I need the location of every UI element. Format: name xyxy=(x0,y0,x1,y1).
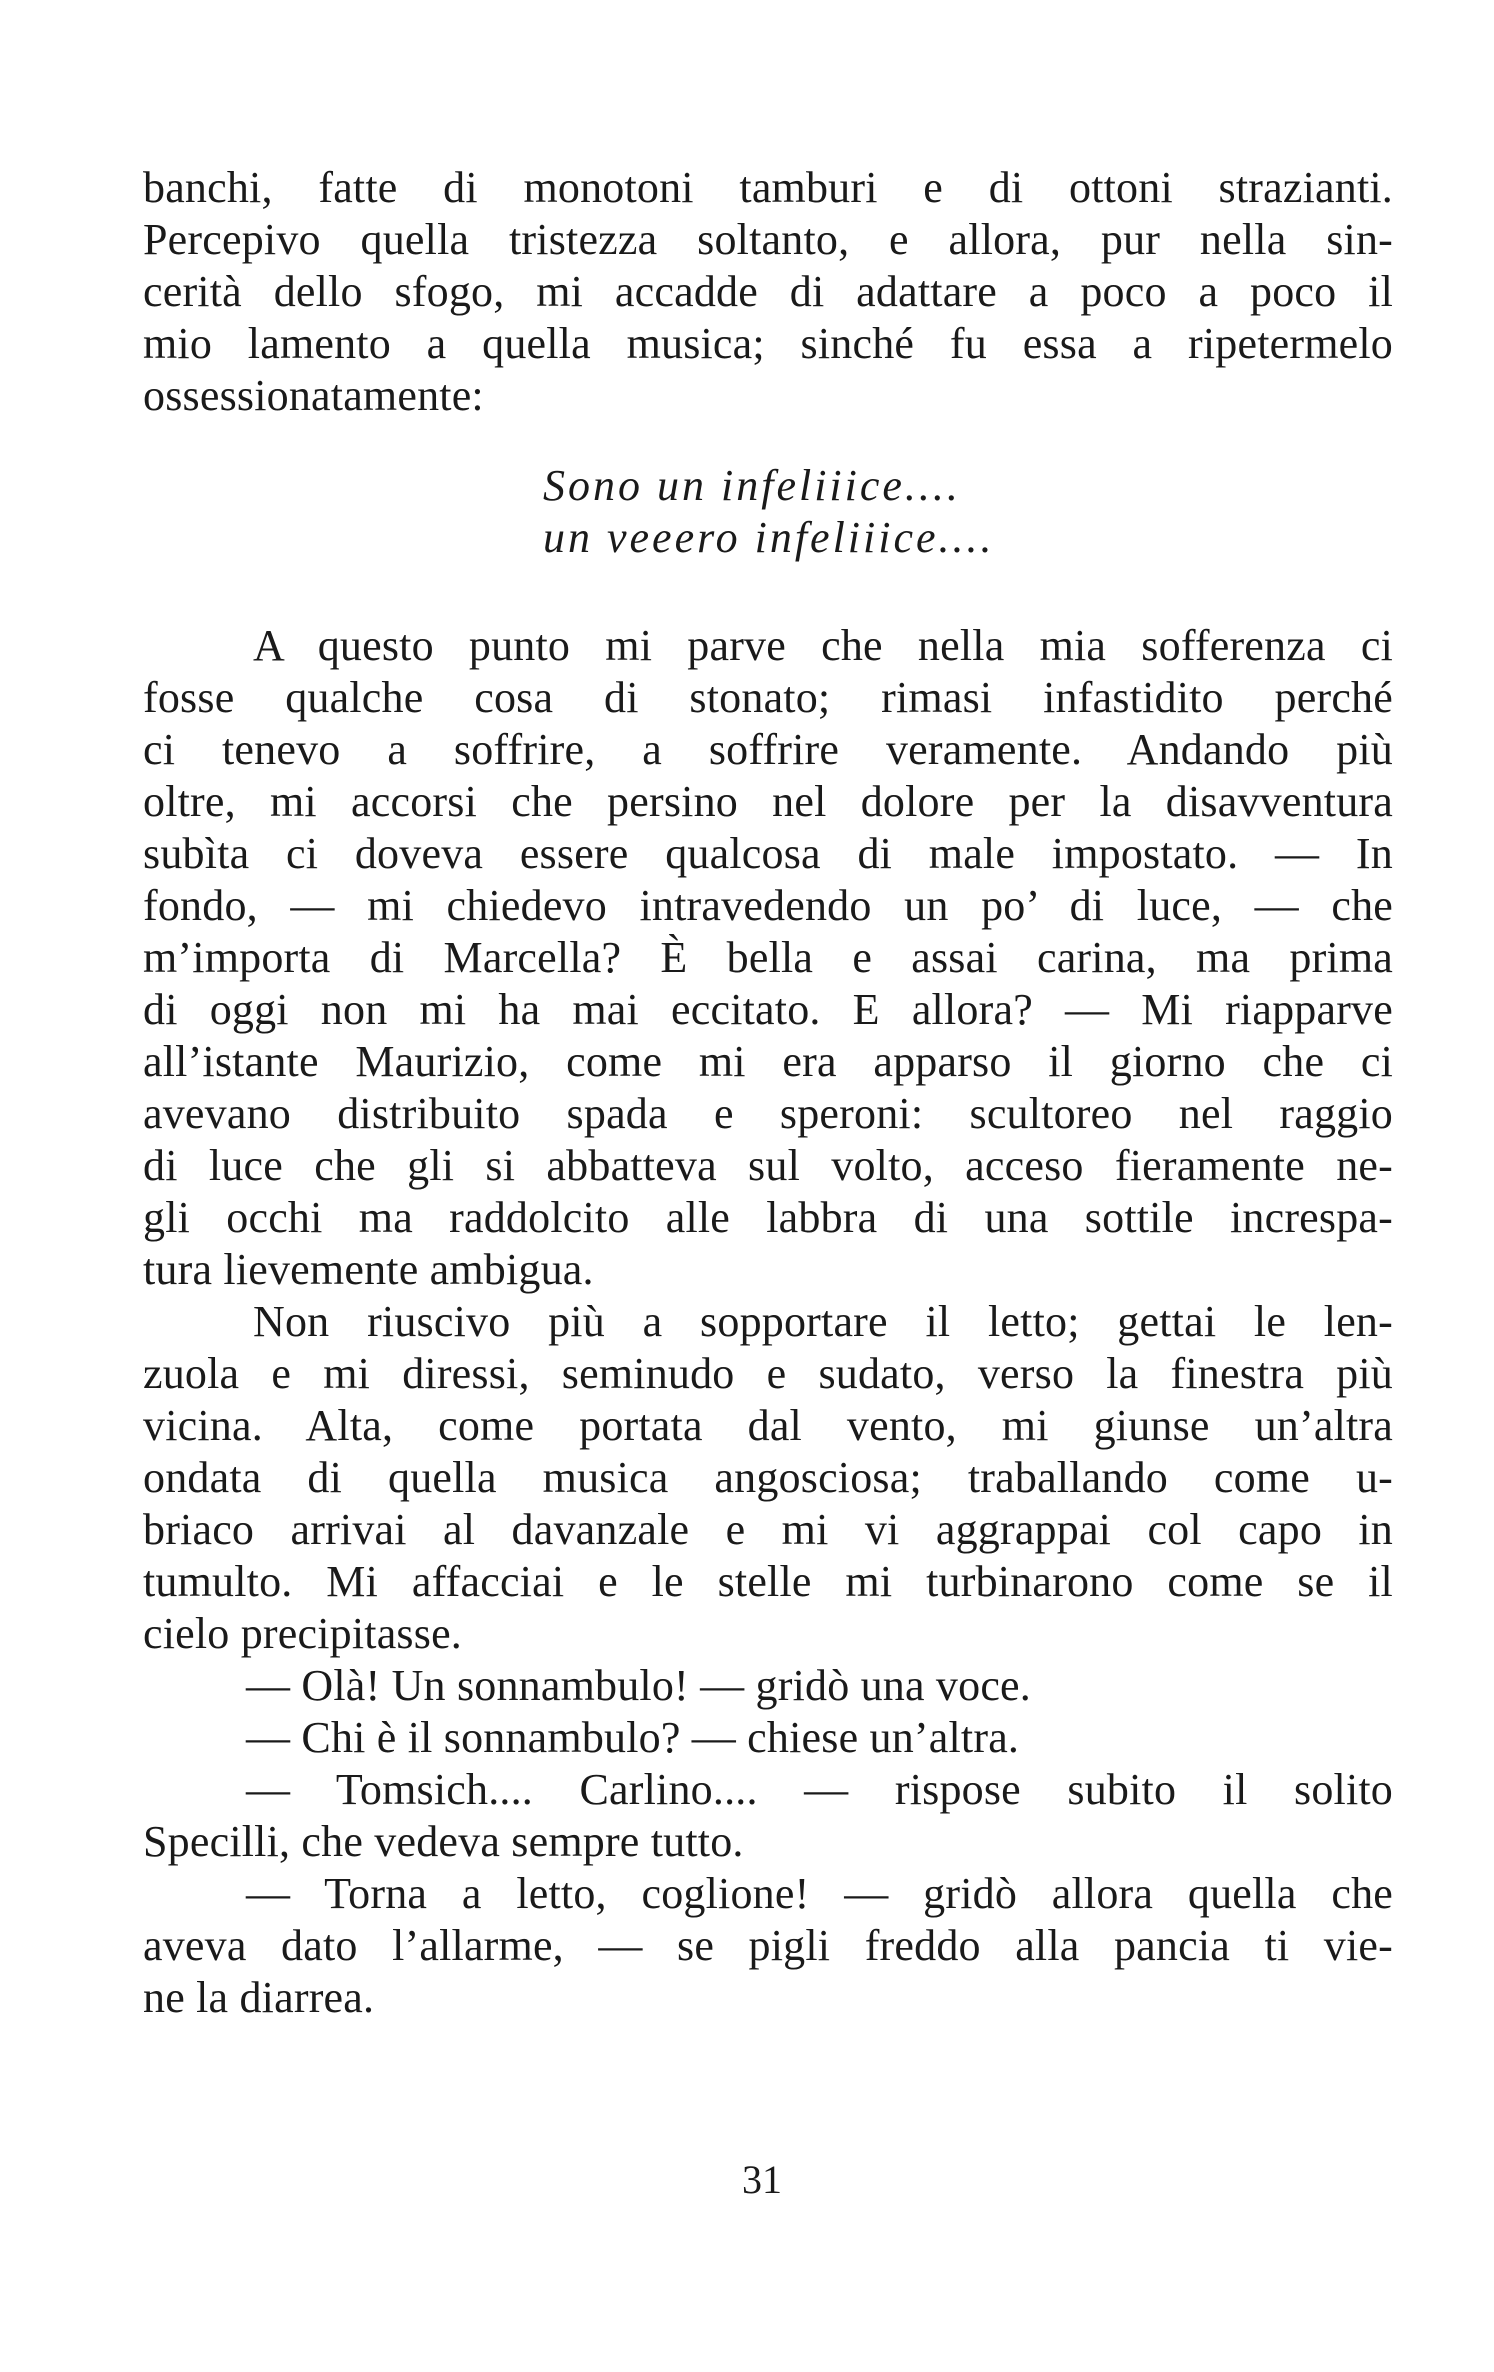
text-line: tura lievemente ambigua. xyxy=(143,1245,594,1294)
text-line: m’importa di Marcella? È bella e assai carina, ma prima xyxy=(143,933,1393,982)
text-line: aveva dato l’allarme, — se pigli freddo alla pancia ti vie- xyxy=(143,1921,1393,1970)
paragraph-opening xyxy=(143,162,1393,422)
verse-line: Sono un infeliiice.... xyxy=(543,461,961,510)
text-line: banchi, fatte di monotoni tamburi e di ottoni strazianti. xyxy=(143,163,1393,212)
dialogue-line: — Olà! Un sonnambulo! — gridò una voce. xyxy=(246,1661,1031,1710)
text-line: oltre, mi accorsi che persino nel dolore per la disavventura xyxy=(143,777,1393,826)
text-line: subìta ci doveva essere qualcosa di male impostato. — In xyxy=(143,829,1393,878)
text-line: all’istante Maurizio, come mi era apparso il giorno che ci xyxy=(143,1037,1393,1086)
text-line: fondo, — mi chiedevo intravedendo un po’ di luce, — che xyxy=(143,881,1393,930)
dialogue-line: — Torna a letto, coglione! — gridò allora quella che xyxy=(246,1869,1393,1918)
text-line: cerità dello sfogo, mi accadde di adattare a poco a poco il xyxy=(143,267,1393,316)
verse-line: un veeero infeliiice.... xyxy=(543,513,995,562)
text-line: Percepivo quella tristezza soltanto, e allora, pur nella sin- xyxy=(143,215,1393,264)
text-line: briaco arrivai al davanzale e mi vi aggrappai col capo in xyxy=(143,1505,1393,1554)
text-line: avevano distribuito spada e speroni: scultoreo nel raggio xyxy=(143,1089,1393,1138)
text-line: zuola e mi diressi, seminudo e sudato, verso la finestra più xyxy=(143,1349,1393,1398)
text-line: di luce che gli si abbatteva sul volto, acceso fieramente ne- xyxy=(143,1141,1393,1190)
text-line: Specilli, che vedeva sempre tutto. xyxy=(143,1817,744,1866)
text-line: mio lamento a quella musica; sinché fu essa a ripetermelo xyxy=(143,319,1393,368)
text-line: cielo precipitasse. xyxy=(143,1609,462,1658)
text-line: ci tenevo a soffrire, a soffrire veramente. Andando più xyxy=(143,725,1393,774)
text-line: Non riuscivo più a sopportare il letto; gettai le len- xyxy=(253,1297,1393,1346)
paragraph-body xyxy=(143,620,1393,2024)
dialogue-line: — Chi è il sonnambulo? — chiese un’altra. xyxy=(246,1713,1020,1762)
dialogue-line: — Tomsich.... Carlino.... — rispose subito il solito xyxy=(246,1765,1393,1814)
text-line: ne la diarrea. xyxy=(143,1973,375,2022)
text-line: fosse qualche cosa di stonato; rimasi infastidito perché xyxy=(143,673,1393,722)
text-line: ondata di quella musica angosciosa; traballando come u- xyxy=(143,1453,1393,1502)
text-line: tumulto. Mi affacciai e le stelle mi turbinarono come se il xyxy=(143,1557,1393,1606)
page-number: 31 xyxy=(742,2157,782,2202)
text-line: di oggi non mi ha mai eccitato. E allora? — Mi riapparve xyxy=(143,985,1393,1034)
text-line: ossessionatamente: xyxy=(143,371,484,420)
text-line: gli occhi ma raddolcito alle labbra di una sottile increspa- xyxy=(143,1193,1393,1242)
text-line: vicina. Alta, come portata dal vento, mi giunse un’altra xyxy=(143,1401,1393,1450)
verse-quote xyxy=(543,460,995,564)
text-line: A questo punto mi parve che nella mia sofferenza ci xyxy=(253,621,1393,670)
